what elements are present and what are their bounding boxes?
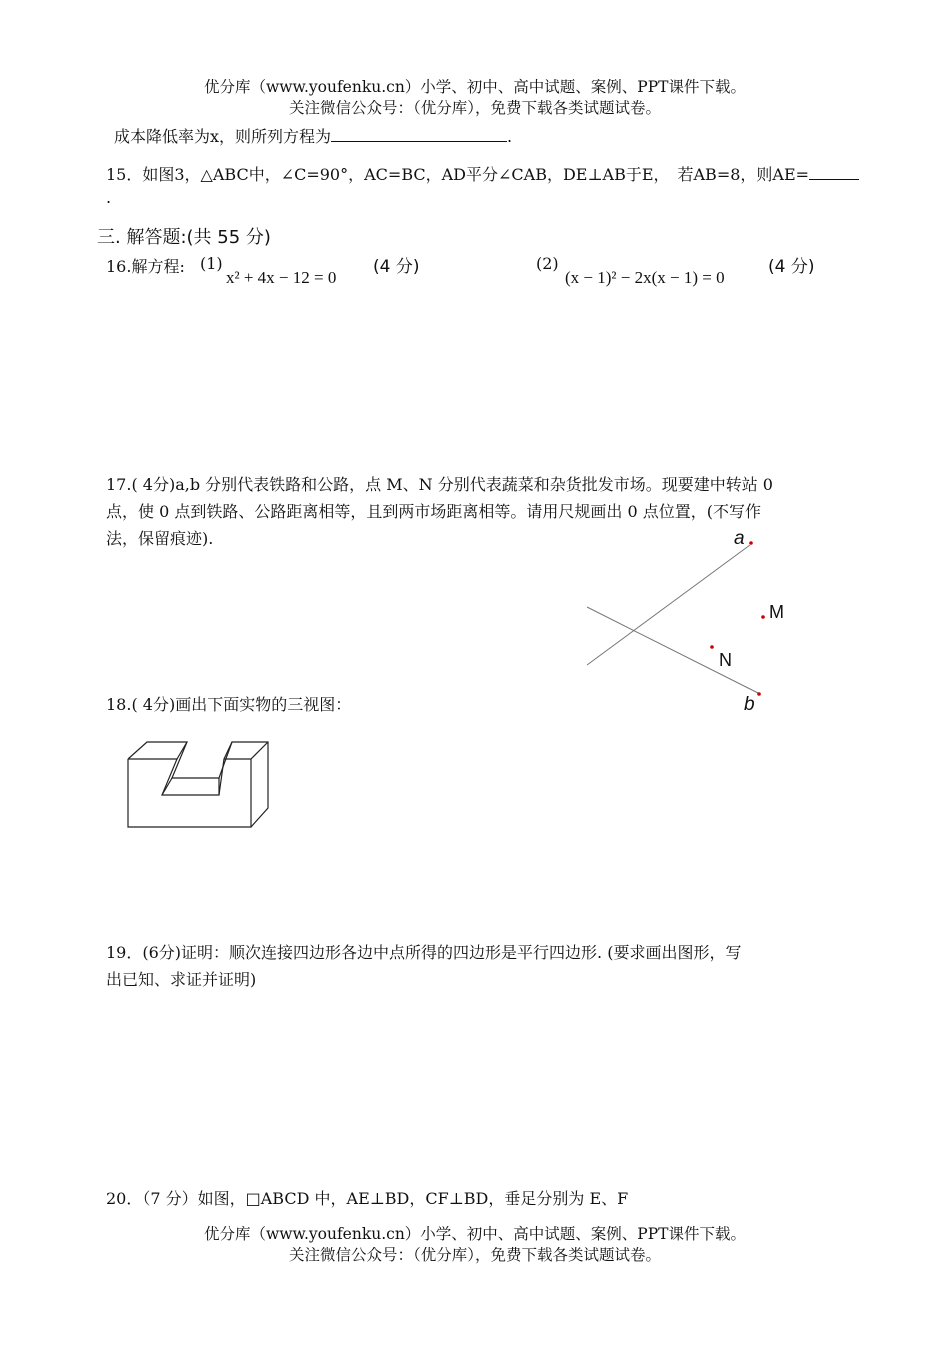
q15-answer-blank[interactable] [809, 164, 859, 180]
q16-part1-num: (1) [200, 254, 223, 273]
point-M [761, 615, 765, 619]
road-line-b [587, 607, 758, 693]
point-N [710, 645, 714, 649]
q17-line-3: 法，保留痕迹). [106, 529, 214, 548]
label-M: M [769, 602, 784, 622]
q16-score-2: (4 分) [768, 257, 815, 277]
q15-question [106, 162, 859, 185]
q17-line-2: 点，使 0 点到铁路、公路距离相等，且到两市场距离相等。请用尺规画出 0 点位置，(不写作 [106, 502, 761, 521]
q15-text: 15．如图3，△ABC中，∠C=90°，AC=BC，AD平分∠CAB，DE⊥AB于E， 若AB=8，则AE= [106, 165, 810, 184]
label-a: a [734, 528, 745, 549]
section-3-title: 三. 解答题:(共 55 分) [97, 227, 271, 248]
q19-line-2: 出已知、求证并证明) [106, 970, 257, 989]
label-b: b [744, 694, 755, 715]
q15-dot: . [106, 188, 112, 207]
railway-line-a [587, 545, 750, 665]
q16-score-1: (4 分) [373, 257, 420, 277]
q17-line-1: 17.( 4分)a,b 分别代表铁路和公路，点 M、N 分别代表蔬菜和杂货批发市场。现要建中转站 0 [106, 475, 773, 494]
q14-tail [114, 124, 512, 147]
footer-line-2: 关注微信公众号：（优分库），免费下载各类试题试卷。 [288, 1246, 661, 1264]
q16-label: 16.解方程: [106, 257, 185, 276]
footer-line-1: 优分库（www.youfenku.cn）小学、初中、高中试题、案例、PPT课件下载。 [203, 1225, 747, 1243]
header-line-2: 关注微信公众号：（优分库），免费下载各类试题试卷。 [288, 99, 661, 117]
label-N: N [719, 650, 732, 670]
q19-line-1: 19．(6分)证明：顺次连接四边形各边中点所得的四边形是平行四边形. (要求画出图形，写 [106, 943, 742, 962]
q18-text: 18.( 4分)画出下面实物的三视图： [106, 695, 352, 714]
q18-solid-figure [124, 738, 274, 830]
q16-equation-2: (x − 1)² − 2x(x − 1) = 0 [565, 268, 725, 287]
q16-equation-1: x² + 4x − 12 = 0 [226, 268, 337, 287]
q16-part2-num: (2) [536, 254, 559, 273]
header-line-1: 优分库（www.youfenku.cn）小学、初中、高中试题、案例、PPT课件下载。 [203, 78, 747, 96]
q14-answer-blank[interactable] [331, 126, 507, 142]
point-a-end [749, 541, 753, 545]
q20-text: 20．（7 分）如图，□ABCD 中，AE⊥BD，CF⊥BD，垂足分别为 E、F [106, 1189, 629, 1208]
q14-tail-text: 成本降低率为x，则所列方程为 [114, 127, 332, 146]
q17-figure [580, 525, 800, 720]
q14-tail-end: . [507, 127, 513, 146]
point-b-end [757, 692, 761, 696]
